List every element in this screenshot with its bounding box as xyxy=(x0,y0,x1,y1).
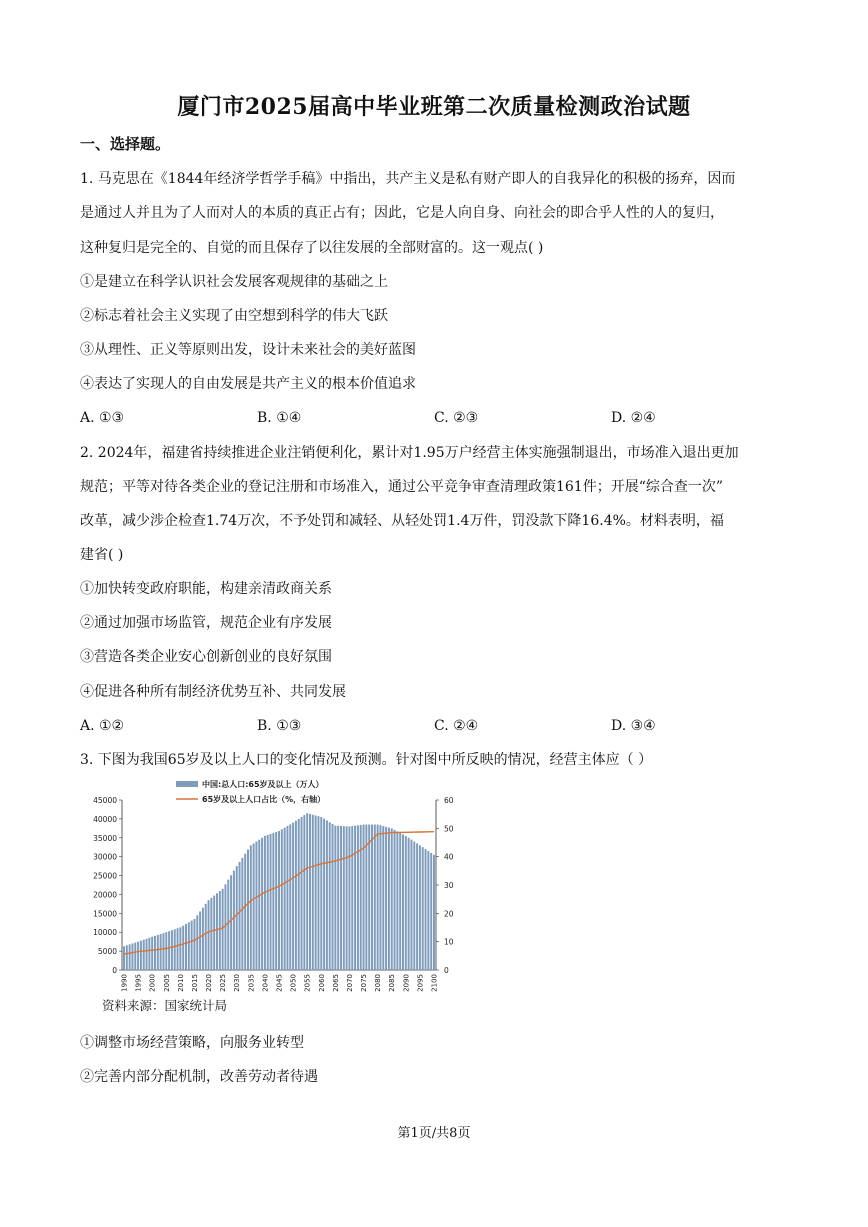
x-tick-label: 2005 xyxy=(162,974,171,992)
bar xyxy=(171,930,173,970)
bar xyxy=(388,828,390,970)
bar xyxy=(396,831,398,970)
x-tick-label: 1995 xyxy=(134,974,143,992)
bar xyxy=(143,940,145,970)
bar xyxy=(227,880,229,970)
left-tick-label: 45000 xyxy=(93,796,117,805)
q1-stem-line-2: 是通过人并且为了人而对人的本质的真正占有；因此，它是人向自身、向社会的即合乎人性的人的复归， xyxy=(80,205,724,221)
bar xyxy=(199,911,201,970)
bar xyxy=(348,826,350,970)
bar xyxy=(270,834,272,970)
q2-option-c[interactable]: C. ②④ xyxy=(434,718,479,734)
bar xyxy=(219,891,221,970)
bar xyxy=(154,936,156,970)
bar xyxy=(295,821,297,970)
x-tick-label: 2085 xyxy=(388,974,397,992)
x-tick-label: 2055 xyxy=(303,974,312,992)
x-tick-label: 2015 xyxy=(190,974,199,992)
q1-item-3: ③从理性、正义等原则出发，设计未来社会的美好蓝图 xyxy=(80,342,416,358)
page-title: 厦门市2025届高中毕业班第二次质量检测政治试题 xyxy=(177,94,691,120)
bar xyxy=(337,826,339,970)
q2-options xyxy=(80,718,792,734)
x-tick-label: 2000 xyxy=(148,974,157,992)
q2-item-3: ③营造各类企业安心创新创业的良好氛围 xyxy=(80,649,332,665)
bar xyxy=(244,854,246,970)
q1-option-d[interactable]: D. ②④ xyxy=(611,410,656,426)
bar xyxy=(193,919,195,970)
bar xyxy=(329,822,331,970)
x-tick-label: 2095 xyxy=(416,974,425,992)
q2-stem-line-1: 2. 2024年，福建省持续推进企业注销便利化，累计对1.95万户经营主体实施强制退出，市场准入退出更加 xyxy=(80,445,739,461)
bar xyxy=(162,933,164,970)
q1-item-4: ④表达了实现人的自由发展是共产主义的根本价值追求 xyxy=(80,376,416,392)
bar xyxy=(368,825,370,970)
q3-item-1: ①调整市场经营策略，向服务业转型 xyxy=(80,1035,304,1051)
bar xyxy=(174,929,176,970)
q2-item-2: ②通过加强市场监管，规范企业有序发展 xyxy=(80,615,332,631)
right-tick-label: 0 xyxy=(444,966,449,975)
q1-option-a[interactable]: A. ①③ xyxy=(80,410,125,426)
bar xyxy=(351,826,353,970)
right-tick-label: 60 xyxy=(444,796,454,805)
bar xyxy=(148,938,150,970)
bar xyxy=(179,927,181,970)
q2-option-a[interactable]: A. ①② xyxy=(80,718,125,734)
bar xyxy=(360,825,362,970)
q1-option-b[interactable]: B. ①④ xyxy=(257,410,302,426)
q2-option-b[interactable]: B. ①③ xyxy=(257,718,302,734)
left-tick-label: 25000 xyxy=(93,871,117,881)
x-tick-label: 2025 xyxy=(219,974,228,992)
bar xyxy=(275,832,277,970)
bar xyxy=(131,943,133,970)
bar xyxy=(377,825,379,970)
bar xyxy=(309,814,311,970)
legend-label-line: 65岁及以上人口占比（%，右轴） xyxy=(202,795,326,804)
bar xyxy=(281,829,283,970)
bar xyxy=(267,835,269,970)
bar xyxy=(410,840,412,970)
bar xyxy=(320,817,322,970)
bar xyxy=(312,815,314,970)
bar xyxy=(258,840,260,970)
left-tick-label: 35000 xyxy=(93,833,117,843)
bar xyxy=(255,842,257,970)
bar xyxy=(326,820,328,970)
x-tick-label: 2040 xyxy=(261,974,270,992)
bar xyxy=(182,926,184,970)
bar xyxy=(208,900,210,970)
bar xyxy=(210,898,212,970)
bar xyxy=(140,941,142,970)
bar xyxy=(379,825,381,970)
bar xyxy=(374,825,376,970)
bar xyxy=(343,826,345,970)
left-tick-label: 0 xyxy=(112,966,117,975)
x-tick-label: 2030 xyxy=(233,974,242,992)
q1-option-c[interactable]: C. ②③ xyxy=(434,410,479,426)
bar xyxy=(416,843,418,970)
bar xyxy=(253,843,255,970)
bar xyxy=(371,825,373,970)
bar xyxy=(188,922,190,970)
bar xyxy=(405,836,407,970)
bar xyxy=(205,904,207,970)
x-tick-label: 2020 xyxy=(205,974,214,992)
bar xyxy=(222,889,224,970)
bar xyxy=(278,831,280,970)
population-chart xyxy=(80,778,480,1014)
bar xyxy=(357,825,359,970)
bar xyxy=(160,934,162,970)
bar xyxy=(433,855,435,970)
bar xyxy=(151,937,153,970)
bar xyxy=(340,826,342,970)
bar xyxy=(394,830,396,970)
x-tick-label: 2065 xyxy=(331,974,340,992)
legend-label-bars: 中国:总人口:65岁及以上（万人） xyxy=(202,780,324,789)
left-tick-label: 15000 xyxy=(93,909,117,919)
bar xyxy=(134,943,136,970)
bar xyxy=(422,847,424,970)
bar xyxy=(334,826,336,970)
bar xyxy=(129,944,131,970)
bar xyxy=(126,945,128,970)
x-tick-label: 2090 xyxy=(402,974,411,992)
bar xyxy=(247,849,249,970)
bar xyxy=(216,893,218,970)
bar xyxy=(230,875,232,970)
bar xyxy=(402,834,404,970)
bar xyxy=(385,827,387,970)
bar xyxy=(202,908,204,970)
q2-stem-line-2: 规范；平等对待各类企业的登记注册和市场准入，通过公平竞争审查清理政策161件；开展“综合查一次” xyxy=(80,479,724,495)
x-tick-label: 2080 xyxy=(374,974,383,992)
bar xyxy=(185,924,187,970)
bar xyxy=(264,836,266,970)
bar xyxy=(233,871,235,970)
left-tick-label: 10000 xyxy=(93,928,117,938)
bar xyxy=(391,828,393,970)
x-tick-label: 2010 xyxy=(176,974,185,992)
x-tick-label: 2045 xyxy=(275,974,284,992)
q3-item-2: ②完善内部分配机制，改善劳动者待遇 xyxy=(80,1069,318,1085)
page-footer: 第1页/共8页 xyxy=(397,1126,471,1141)
bar xyxy=(315,815,317,970)
q1-stem-line-1: 1. 马克思在《1844年经济学哲学手稿》中指出，共产主义是私有财产即人的自我异化的积极的扬弃，因而 xyxy=(80,171,736,187)
bar xyxy=(427,851,429,970)
bar xyxy=(239,862,241,970)
q2-option-d[interactable]: D. ③④ xyxy=(611,718,656,734)
x-tick-label: 2075 xyxy=(360,974,369,992)
bar xyxy=(306,813,308,970)
bar xyxy=(250,845,252,970)
q1-stem-line-3: 这种复归是完全的、自觉的而且保存了以往发展的全部财富的。这一观点( ) xyxy=(80,240,544,256)
bar xyxy=(241,858,243,970)
q2-item-4: ④促进各种所有制经济优势互补、共同发展 xyxy=(80,684,346,700)
q1-item-2: ②标志着社会主义实现了由空想到科学的伟大飞跃 xyxy=(80,308,388,324)
right-tick-label: 10 xyxy=(444,937,454,947)
bar xyxy=(137,942,139,970)
q2-stem-line-4: 建省( ) xyxy=(80,547,124,563)
bar xyxy=(298,819,300,970)
q1-item-1: ①是建立在科学认识社会发展客观规律的基础之上 xyxy=(80,274,388,290)
bar xyxy=(419,845,421,970)
left-tick-label: 30000 xyxy=(93,852,117,862)
bar xyxy=(261,838,263,970)
bar xyxy=(408,838,410,970)
bar xyxy=(146,939,148,970)
bar xyxy=(191,921,193,970)
bar xyxy=(284,828,286,970)
bar xyxy=(382,826,384,970)
bar xyxy=(157,935,159,970)
q2-item-1: ①加快转变政府职能，构建亲清政商关系 xyxy=(80,581,332,597)
q2-stem-line-3: 改革，减少涉企检查1.74万次，不予处罚和减轻、从轻处罚1.4万件，罚没款下降16.4%。材料表明，福 xyxy=(80,513,724,529)
q3-stem-line-1: 3. 下图为我国65岁及以上人口的变化情况及预测。针对图中所反映的情况，经营主体应（ ） xyxy=(80,752,653,768)
left-tick-label: 20000 xyxy=(93,890,117,900)
x-tick-label: 2100 xyxy=(430,974,439,992)
bar xyxy=(301,817,303,970)
bar xyxy=(272,833,274,970)
left-tick-label: 40000 xyxy=(93,814,117,824)
bar xyxy=(286,826,288,970)
bar xyxy=(213,896,215,970)
bar xyxy=(168,931,170,970)
left-tick-label: 5000 xyxy=(97,947,117,957)
bar xyxy=(196,915,198,970)
bar xyxy=(354,826,356,970)
bar xyxy=(430,853,432,970)
bar-series xyxy=(123,813,435,970)
bar xyxy=(289,824,291,970)
bar xyxy=(303,815,305,970)
section-heading: 一、选择题。 xyxy=(80,135,171,153)
right-tick-label: 20 xyxy=(444,909,454,919)
x-tick-label: 2060 xyxy=(317,974,326,992)
bar xyxy=(346,826,348,970)
right-tick-label: 50 xyxy=(444,824,454,834)
bar xyxy=(165,932,167,970)
bar xyxy=(363,825,365,970)
x-tick-label: 2070 xyxy=(345,974,354,992)
x-tick-label: 1990 xyxy=(120,974,129,992)
legend-bar-swatch xyxy=(176,781,198,787)
x-tick-label: 2035 xyxy=(247,974,256,992)
bar xyxy=(332,824,334,970)
q1-options xyxy=(80,410,792,426)
right-tick-label: 30 xyxy=(444,881,454,890)
bar xyxy=(413,842,415,970)
bar xyxy=(399,833,401,970)
bar xyxy=(123,946,125,970)
chart-source: 资料来源：国家统计局 xyxy=(102,998,228,1013)
bar xyxy=(317,816,319,970)
right-tick-label: 40 xyxy=(444,852,454,862)
bar xyxy=(425,849,427,970)
bar xyxy=(224,884,226,970)
x-tick-label: 2050 xyxy=(289,974,298,992)
bar xyxy=(292,823,294,970)
bar xyxy=(323,819,325,970)
chart-legend xyxy=(176,779,325,805)
bar xyxy=(236,866,238,970)
bar xyxy=(177,928,179,970)
